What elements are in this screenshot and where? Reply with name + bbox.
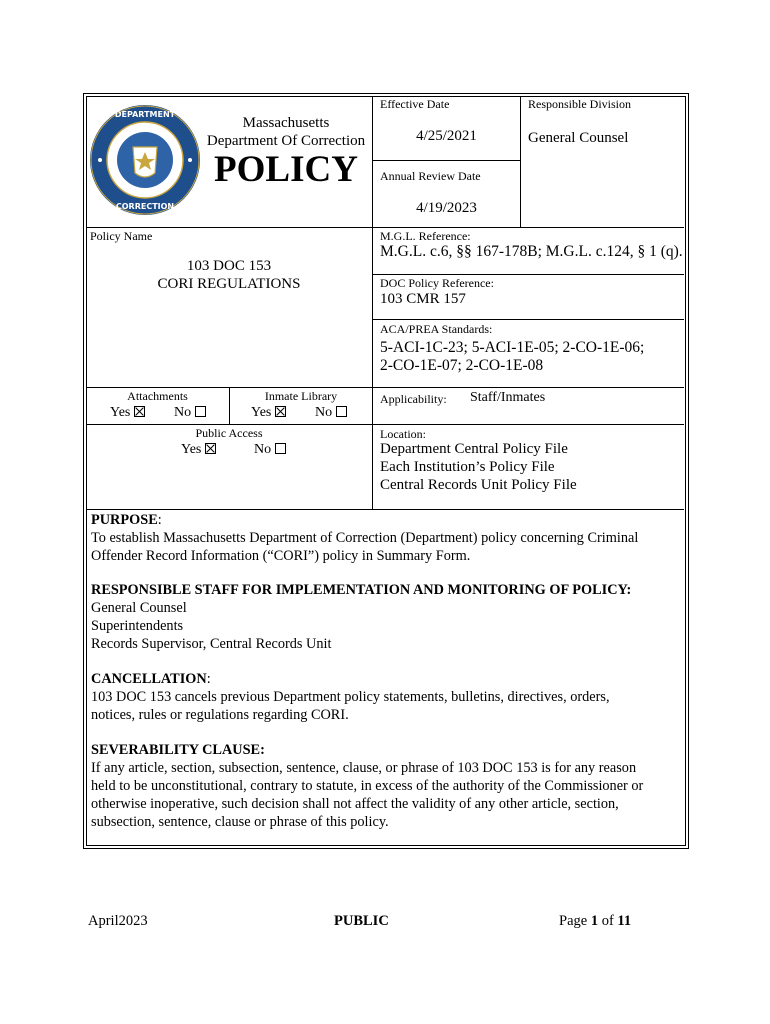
unchecked-box-icon [336,406,347,417]
footer-date: April2023 [88,913,148,929]
policy-number: 103 DOC 153 [186,258,272,274]
purpose-colon: : [157,512,162,528]
effective-date-label: Effective Date [380,97,450,111]
cancellation-text-line2: notices, rules or regulations regarding CORI. [91,707,349,723]
cancellation-text-line1: 103 DOC 153 cancels previous Department policy statements, bulletins, directives, orders, [91,689,610,705]
page-prefix: Page [559,913,591,929]
staff-item: Records Supervisor, Central Records Unit [91,636,332,652]
inmate-library-yes-option [251,405,286,421]
public-access-label: Public Access [195,426,263,440]
attachments-no-option [174,405,206,421]
doc-policy-reference-value: 103 CMR 157 [380,291,466,307]
divider [86,424,684,425]
divider [372,160,521,161]
location-label: Location: [380,427,426,441]
attachments-label: Attachments [127,389,188,403]
page-total: 11 [617,913,632,929]
inmate-library-no-option [315,405,347,421]
annual-review-label: Annual Review Date [380,169,481,183]
checked-box-icon [275,406,286,417]
purpose-text-line2: Offender Record Information (“CORI”) policy in Summary Form. [91,548,471,564]
no-label: No [315,405,333,420]
yes-label: Yes [110,405,131,420]
divider [86,227,684,228]
page-of: of [598,913,618,929]
applicability-label: Applicability: [380,392,447,406]
policy-title: CORI REGULATIONS [157,276,301,292]
purpose-section [91,511,681,565]
mgl-reference-label: M.G.L. Reference: [380,229,471,243]
checked-box-icon [134,406,145,417]
agency-name-line2: Department Of Correction [206,133,366,149]
responsible-staff-heading: RESPONSIBLE STAFF FOR IMPLEMENTATION AND MONITORING OF POLICY: [91,582,632,598]
divider [372,96,373,510]
aca-prea-label: ACA/PREA Standards: [380,322,493,336]
responsible-division-label: Responsible Division [528,97,632,111]
location-line3: Central Records Unit Policy File [380,477,577,493]
svg-text:DEPARTMENT: DEPARTMENT [114,110,176,119]
severability-text-line1: If any article, section, subsection, sentence, clause, or phrase of 103 DOC 153 is for any reason [91,760,637,776]
divider [372,274,684,275]
responsible-staff-section [91,581,681,653]
staff-item: General Counsel [91,600,187,616]
applicability-value: Staff/Inmates [470,390,546,405]
location-line2: Each Institution’s Policy File [380,459,555,475]
yes-label: Yes [251,405,272,420]
purpose-text-line1: To establish Massachusetts Department of Correction (Department) policy concerning Criminal [91,530,639,546]
annual-review-value: 4/19/2023 [416,200,477,216]
staff-item: Superintendents [91,618,184,634]
mgl-reference-value: M.G.L. c.6, §§ 167-178B; M.G.L. c.124, § 1 (q). [380,243,683,260]
public-access-no-option [254,442,286,458]
divider [86,387,684,388]
attachments-yes-option [110,405,145,421]
severability-text-line4: subsection, sentence, clause or phrase of this policy. [91,814,389,830]
no-label: No [254,442,272,457]
document-type-title: POLICY [214,149,358,190]
severability-section [91,741,681,831]
severability-text-line2: held to be unconstitutional, contrary to statute, in excess of the authority of the Commissioner or [91,778,644,794]
divider [520,96,521,228]
policy-name-label: Policy Name [90,229,153,243]
unchecked-box-icon [275,443,286,454]
divider [86,509,684,510]
aca-prea-value-line2: 2-CO-1E-07; 2-CO-1E-08 [380,357,544,374]
footer-page-number [559,913,631,930]
location-line1: Department Central Policy File [380,441,568,457]
cancellation-colon: : [206,671,211,687]
cancellation-heading: CANCELLATION [91,671,207,687]
purpose-heading: PURPOSE [91,512,158,528]
public-access-yes-option [181,442,216,458]
severability-heading: SEVERABILITY CLAUSE: [91,742,265,758]
checked-box-icon [205,443,216,454]
aca-prea-value-line1: 5-ACI-1C-23; 5-ACI-1E-05; 2-CO-1E-06; [380,339,645,356]
inmate-library-label: Inmate Library [264,389,338,403]
doc-policy-reference-label: DOC Policy Reference: [380,276,494,290]
no-label: No [174,405,192,420]
yes-label: Yes [181,442,202,457]
svg-text:CORRECTION: CORRECTION [115,202,175,211]
cancellation-section [91,670,681,724]
unchecked-box-icon [195,406,206,417]
department-seal-logo [88,103,202,217]
divider [372,319,684,320]
severability-text-line3: otherwise inoperative, such decision shall not affect the validity of any other article, section, [91,796,619,812]
page-current: 1 [590,913,599,929]
agency-name-line1: Massachusetts [242,115,330,131]
responsible-division-value: General Counsel [528,130,629,146]
effective-date-value: 4/25/2021 [416,128,477,144]
footer-classification: PUBLIC [334,913,389,929]
